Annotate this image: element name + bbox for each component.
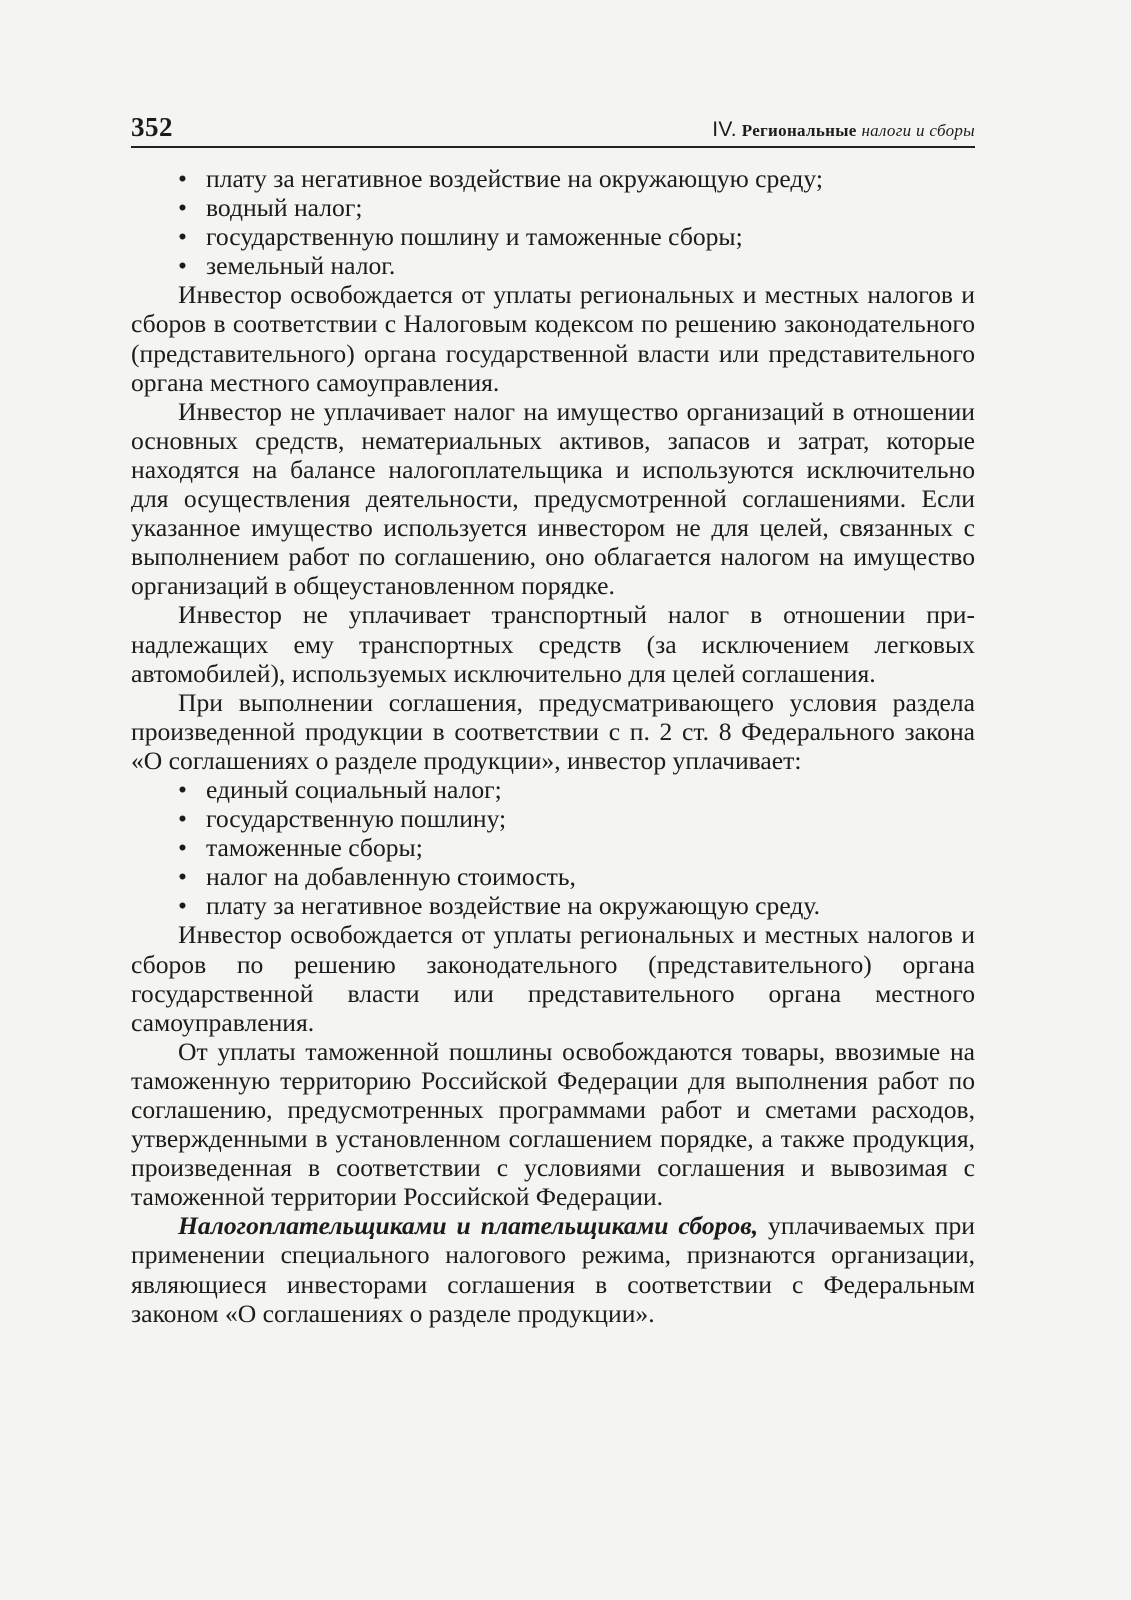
section-title [712,118,975,142]
list-item: • земельный налог. [178,251,975,280]
list-item: • таможенные сборы; [178,833,975,862]
page-number: 352 [131,112,173,142]
list-item: • плату за негативное воздействие на окружающую среду. [178,891,975,920]
list-item: • единый социальный налог; [178,775,975,804]
list-item: • плату за негативное воздействие на окружающую среду; [178,164,975,193]
defined-term: Налогоплательщиками и плательщиками сборов, [178,1211,759,1241]
paragraph-customs-duty: От уплаты таможенной пошлины освобождаются товары, ввозимые на таможенную территорию Российской Федерации для выполнения работ по соглашению, предусмотренных программами работ и сметами расходов, утвержденными в установленном соглашением порядке, а также продукция, произведенная в соответствии с условиями соглашения и вывозимая с таможенной территории Российской Федерации. [131,1036,975,1212]
page-body [131,164,975,1328]
section-title-word-1: Региональные [741,121,857,140]
list-item: • налог на добавленную стоимость, [178,862,975,891]
paragraph-regional-exemption: Инвестор освобождается от уплаты региональных и местных налогов и сборов в соответствии с Налоговым кодексом по решению законодательного (представительного) органа государственной власти или представительного органа местного самоуправления. [131,280,975,397]
list-item: • водный налог; [178,193,975,222]
paragraph-transport-tax: Инвестор не уплачивает транспортный налог в отношении принадлежащих ему транспортных средств (за исключением легковых автомобилей), используемых исключительно для целей соглашения. [131,600,975,688]
list-item: • государственную пошлину; [178,804,975,833]
paragraph-local-exemption: Инвестор освобождается от уплаты региональных и местных налогов и сборов по решению законодательного (представительного) органа государственной власти или представительного органа местного самоуправления. [131,920,975,1037]
section-title-word-2: налоги и сборы [861,121,975,140]
bullet-list-2 [131,775,975,920]
paragraph-taxpayers-definition [131,1211,975,1327]
list-item: • государственную пошлину и таможенные сборы; [178,222,975,251]
paragraph-property-tax: Инвестор не уплачивает налог на имущество организаций в отношении основных средств, нематериальных активов, запасов и затрат, которые находятся на балансе налогоплательщика и используются исключительно для осуществления деятельности, предусмотренной соглашениями. Если указанное имущество используется инвестором не для целей, связанных с выполнением работ по соглашению, оно облагается налогом на имущество организаций в общеустановленном порядке. [131,396,975,601]
paragraph-investor-pays: При выполнении соглашения, предусматривающего условия раздела произведенной продукции в соответствии с п. 2 ст. 8 Федерального закона «О соглашениях о разделе продукции», инвестор уплачивает: [131,687,975,775]
bullet-list-1 [131,164,975,280]
section-roman-numeral: IV. [712,118,737,141]
running-header [131,110,975,148]
definition-text: уплачиваемых при применении специального налогового режима, признаются организации, являющиеся инвесторами соглашения в соответствии с Федеральным законом «О соглашениях о разделе продукции». [131,1211,976,1328]
